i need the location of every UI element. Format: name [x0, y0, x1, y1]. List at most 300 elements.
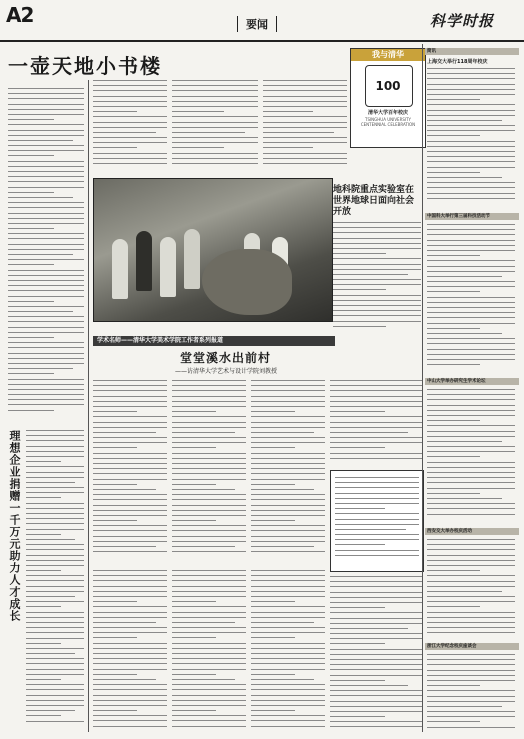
text-line — [93, 484, 137, 485]
column-rule — [422, 44, 423, 732]
text-line — [172, 617, 246, 618]
text-line — [8, 114, 84, 115]
text-line — [172, 510, 246, 511]
text-line — [263, 96, 347, 97]
text-line — [335, 529, 406, 530]
photo-caption: 地科院重点实验室在世界地球日面向社会开放 — [333, 185, 415, 217]
text-line — [427, 255, 480, 256]
text-line — [26, 580, 84, 581]
text-line — [93, 437, 167, 438]
text-line — [172, 648, 246, 649]
text-line — [8, 135, 84, 136]
text-line — [93, 700, 167, 701]
text-line — [26, 575, 84, 576]
feature-column-1 — [93, 380, 167, 560]
text-line — [172, 385, 246, 386]
brief-body — [427, 389, 515, 524]
text-line — [427, 245, 515, 246]
text-line — [26, 705, 84, 706]
text-line — [251, 385, 325, 386]
text-line — [8, 213, 84, 214]
text-line — [172, 551, 246, 552]
text-line — [251, 458, 325, 459]
text-line — [263, 158, 347, 159]
text-line — [335, 524, 419, 525]
text-line — [26, 715, 61, 716]
text-line — [26, 638, 84, 639]
text-line — [251, 700, 325, 701]
text-line — [427, 467, 515, 468]
text-line — [8, 363, 84, 364]
text-line — [427, 425, 515, 426]
text-line — [333, 326, 386, 327]
text-line — [8, 337, 54, 338]
text-line — [427, 161, 515, 162]
text-line — [93, 147, 137, 148]
text-line — [251, 575, 325, 576]
text-line — [427, 544, 515, 545]
text-line — [427, 711, 515, 712]
text-line — [330, 690, 422, 691]
text-line — [427, 198, 515, 199]
feature-subtitle: ——访清华大学艺术与设计学院刘教授 — [175, 368, 278, 375]
text-line — [333, 248, 421, 249]
text-line — [172, 596, 246, 597]
brief-body — [427, 539, 515, 639]
text-line — [172, 586, 246, 587]
text-line — [26, 549, 84, 550]
text-line — [93, 380, 167, 381]
page-number: A2 — [6, 3, 34, 27]
text-line — [172, 546, 235, 547]
text-line — [26, 695, 84, 696]
text-line — [251, 606, 325, 607]
text-line — [172, 406, 246, 407]
text-line — [26, 435, 84, 436]
text-line — [8, 301, 54, 302]
text-line — [427, 696, 515, 697]
text-line — [427, 323, 515, 324]
text-line — [427, 354, 515, 355]
text-line — [8, 104, 84, 105]
text-line — [93, 606, 167, 607]
text-line — [93, 101, 167, 102]
text-line — [8, 155, 54, 156]
text-line — [172, 122, 258, 123]
lower-column-4 — [330, 576, 422, 732]
text-line — [93, 163, 167, 164]
text-line — [427, 456, 480, 457]
text-line — [427, 415, 515, 416]
text-line — [330, 612, 422, 613]
text-line — [172, 432, 235, 433]
text-line — [251, 442, 325, 443]
text-line — [251, 637, 295, 638]
text-line — [93, 406, 167, 407]
text-line — [8, 384, 84, 385]
text-line — [8, 296, 84, 297]
text-line — [26, 518, 84, 519]
text-line — [172, 85, 258, 86]
text-line — [427, 431, 515, 432]
text-line — [172, 458, 246, 459]
text-line — [330, 401, 422, 402]
lower-column-2 — [172, 570, 246, 732]
text-line — [172, 637, 216, 638]
text-line — [93, 80, 167, 81]
text-line — [427, 498, 502, 499]
text-line — [93, 596, 167, 597]
text-line — [251, 705, 325, 706]
text-line — [26, 674, 84, 675]
text-line — [93, 530, 167, 531]
text-line — [26, 601, 84, 602]
text-line — [263, 101, 347, 102]
text-line — [93, 447, 137, 448]
text-line — [8, 373, 54, 374]
text-line — [93, 505, 167, 506]
text-line — [172, 137, 258, 138]
text-line — [330, 385, 422, 386]
text-line — [8, 306, 84, 307]
text-line — [330, 586, 422, 587]
text-line — [93, 499, 167, 500]
text-line — [333, 269, 421, 270]
text-line — [93, 106, 167, 107]
text-line — [330, 422, 422, 423]
text-line — [251, 489, 314, 490]
text-line — [427, 328, 480, 329]
text-line — [427, 399, 515, 400]
text-line — [172, 442, 246, 443]
text-line — [172, 111, 224, 112]
text-line — [93, 546, 156, 547]
text-line — [26, 617, 84, 618]
text-line — [427, 394, 515, 395]
text-line — [26, 684, 84, 685]
text-line — [8, 264, 54, 265]
lead-column-3 — [172, 80, 258, 172]
text-line — [333, 243, 421, 244]
text-line — [330, 659, 422, 660]
text-line — [93, 396, 167, 397]
text-line — [427, 575, 515, 576]
text-line — [330, 576, 422, 577]
text-line — [172, 163, 258, 164]
text-line — [335, 503, 419, 504]
text-line — [172, 627, 246, 628]
text-line — [251, 525, 325, 526]
text-line — [93, 570, 167, 571]
text-line — [93, 458, 167, 459]
text-line — [427, 446, 515, 447]
text-line — [26, 503, 84, 504]
text-line — [26, 591, 84, 592]
text-line — [93, 137, 167, 138]
text-line — [8, 342, 84, 343]
brief-title-bar: 浙江大学纪念校庆座谈会 — [425, 643, 519, 650]
text-line — [172, 710, 216, 711]
text-line — [427, 477, 515, 478]
feature-column-2 — [172, 380, 246, 560]
text-line — [172, 473, 246, 474]
text-line — [8, 197, 73, 198]
text-line — [251, 710, 295, 711]
text-line — [251, 494, 325, 495]
text-line — [172, 101, 258, 102]
text-line — [8, 140, 73, 141]
text-line — [330, 406, 422, 407]
text-line — [251, 536, 325, 537]
text-line — [427, 721, 480, 722]
text-line — [251, 643, 325, 644]
text-line — [93, 663, 167, 664]
text-line — [427, 167, 515, 168]
text-line — [333, 284, 421, 285]
text-line — [8, 244, 84, 245]
text-line — [93, 90, 167, 91]
section-label: 要闻 — [237, 16, 277, 32]
text-line — [427, 110, 515, 111]
text-line — [251, 416, 325, 417]
text-line — [333, 264, 421, 265]
text-line — [26, 570, 61, 571]
text-line — [8, 353, 84, 354]
text-line — [8, 410, 54, 411]
caption-body — [333, 222, 421, 332]
text-line — [93, 422, 167, 423]
text-line — [335, 519, 419, 520]
text-line — [26, 710, 75, 711]
brief-body — [427, 68, 515, 208]
text-line — [93, 580, 167, 581]
text-line — [251, 453, 325, 454]
text-line — [427, 586, 515, 587]
text-line — [330, 633, 422, 634]
text-line — [427, 317, 515, 318]
brief-title: 上海交大举行118周年校庆 — [427, 59, 488, 65]
text-line — [427, 229, 515, 230]
text-line — [251, 510, 325, 511]
badge-name-en: TSINGHUA UNIVERSITY CENTENNIAL CELEBRATION — [360, 117, 416, 127]
text-line — [8, 290, 84, 291]
text-line — [172, 663, 246, 664]
text-line — [427, 276, 502, 277]
text-line — [93, 122, 167, 123]
text-line — [93, 520, 137, 521]
text-line — [333, 295, 421, 296]
brief-body — [427, 224, 515, 374]
feature-column-4 — [330, 380, 422, 465]
text-line — [8, 93, 84, 94]
text-line — [172, 479, 246, 480]
text-line — [330, 643, 385, 644]
text-line — [427, 333, 502, 334]
text-line — [427, 338, 515, 339]
text-line — [93, 658, 167, 659]
text-line — [93, 401, 167, 402]
text-line — [251, 653, 325, 654]
text-line — [8, 218, 84, 219]
text-line — [330, 649, 422, 650]
text-line — [172, 679, 235, 680]
text-line — [172, 411, 216, 412]
text-line — [427, 312, 515, 313]
text-line — [93, 586, 167, 587]
text-line — [172, 90, 258, 91]
text-line — [172, 147, 224, 148]
text-line — [330, 453, 422, 454]
text-line — [427, 654, 515, 655]
text-line — [8, 124, 84, 125]
text-line — [8, 145, 84, 146]
text-line — [26, 466, 84, 467]
text-line — [335, 539, 419, 540]
text-line — [427, 690, 515, 691]
text-line — [427, 565, 515, 566]
text-line — [427, 601, 515, 602]
text-line — [172, 484, 216, 485]
text-line — [93, 510, 167, 511]
text-line — [251, 612, 325, 613]
text-line — [330, 721, 422, 722]
text-line — [93, 612, 167, 613]
news-photo — [93, 178, 333, 322]
text-line — [93, 653, 167, 654]
text-line — [427, 349, 515, 350]
text-line — [427, 193, 515, 194]
text-line — [330, 623, 422, 624]
text-line — [8, 207, 84, 208]
text-line — [93, 669, 167, 670]
text-line — [172, 396, 246, 397]
text-line — [26, 622, 84, 623]
text-line — [251, 468, 325, 469]
text-line — [427, 78, 515, 79]
text-line — [172, 530, 246, 531]
text-line — [330, 701, 422, 702]
text-line — [427, 514, 515, 515]
brief-title-bar: 西安交大举办校庆活动 — [425, 528, 519, 535]
text-line — [251, 617, 325, 618]
text-line — [26, 565, 84, 566]
text-line — [8, 327, 84, 328]
text-line — [26, 539, 75, 540]
text-line — [263, 132, 334, 133]
text-line — [93, 591, 167, 592]
text-line — [427, 125, 515, 126]
text-line — [26, 606, 61, 607]
text-line — [93, 111, 137, 112]
text-line — [8, 98, 84, 99]
text-line — [427, 146, 515, 147]
text-line — [427, 627, 515, 628]
text-line — [26, 653, 75, 654]
text-line — [172, 720, 246, 721]
text-line — [330, 726, 422, 727]
text-line — [172, 520, 216, 521]
text-line — [172, 158, 258, 159]
text-line — [172, 132, 245, 133]
text-line — [427, 716, 515, 717]
text-line — [26, 534, 61, 535]
text-line — [172, 515, 246, 516]
text-line — [93, 442, 167, 443]
text-line — [427, 364, 480, 365]
text-line — [251, 484, 295, 485]
text-line — [427, 493, 480, 494]
text-line — [8, 280, 84, 281]
text-line — [251, 401, 325, 402]
text-line — [251, 437, 325, 438]
text-line — [172, 96, 258, 97]
text-line — [93, 695, 167, 696]
text-line — [251, 447, 295, 448]
text-line — [427, 224, 515, 225]
text-line — [8, 88, 84, 89]
text-line — [263, 137, 347, 138]
text-line — [251, 530, 325, 531]
text-line — [330, 607, 385, 608]
text-line — [8, 181, 84, 182]
text-line — [333, 315, 421, 316]
text-line — [427, 680, 515, 681]
text-line — [8, 228, 54, 229]
text-line — [427, 307, 515, 308]
text-line — [93, 116, 167, 117]
text-line — [172, 601, 216, 602]
text-line — [93, 637, 137, 638]
text-line — [427, 701, 515, 702]
text-line — [172, 541, 246, 542]
text-line — [8, 187, 84, 188]
text-line — [8, 254, 73, 255]
text-line — [427, 104, 515, 105]
text-line — [8, 109, 84, 110]
text-line — [330, 390, 422, 391]
text-line — [251, 726, 325, 727]
text-line — [427, 727, 515, 728]
text-line — [26, 477, 84, 478]
text-line — [93, 427, 167, 428]
text-line — [8, 223, 84, 224]
text-line — [427, 612, 515, 613]
text-line — [427, 539, 515, 540]
text-line — [251, 406, 325, 407]
text-line — [26, 513, 84, 514]
text-line — [330, 680, 385, 681]
text-line — [427, 94, 515, 95]
pull-quote-text — [335, 477, 419, 565]
text-line — [427, 596, 515, 597]
text-line — [93, 617, 167, 618]
text-line — [26, 482, 75, 483]
text-line — [172, 658, 246, 659]
text-line — [93, 541, 167, 542]
text-line — [333, 232, 421, 233]
text-line — [93, 710, 137, 711]
text-line — [26, 523, 84, 524]
text-line — [8, 233, 84, 234]
text-line — [427, 591, 502, 592]
text-line — [251, 551, 325, 552]
text-line — [330, 447, 385, 448]
text-line — [93, 575, 167, 576]
text-line — [26, 555, 84, 556]
lead-headline: 一壶天地小书楼 — [8, 54, 162, 78]
text-line — [8, 404, 84, 405]
text-line — [427, 250, 515, 251]
